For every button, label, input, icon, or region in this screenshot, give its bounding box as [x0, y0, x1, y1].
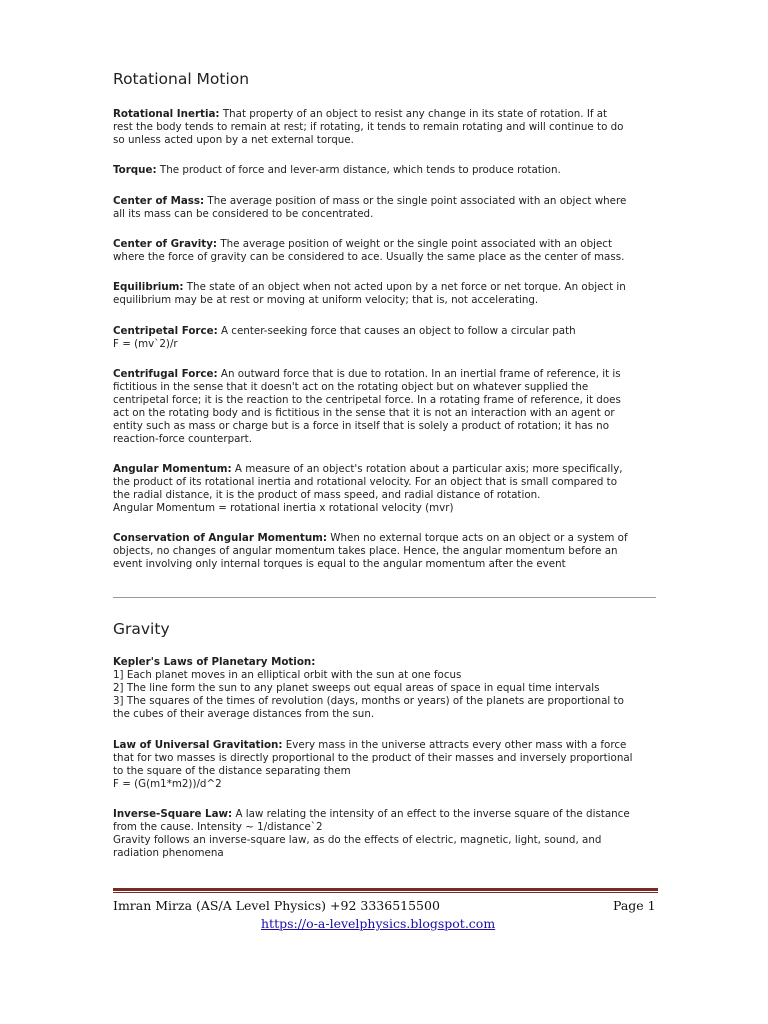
definition-line: [113, 778, 656, 791]
definition-text: event involving only internal torques is equal to the angular momentum after the event: [113, 558, 566, 570]
definition-line: [113, 338, 656, 351]
definition-line: [113, 558, 656, 571]
definition-line: [113, 739, 656, 752]
definition-rotational-0: [113, 108, 656, 147]
definition-text: to the square of the distance separating them: [113, 765, 351, 777]
definition-gravity-1: [113, 739, 656, 791]
definition-term: Inverse-Square Law:: [113, 808, 233, 820]
definition-text: the radial distance, it is the product of mass speed, and radial distance of rotation.: [113, 489, 541, 501]
definition-text: 2] The line form the sun to any planet sweeps out equal areas of space in equal time intervals: [113, 682, 600, 694]
definition-text: Every mass in the universe attracts every other mass with a force: [282, 739, 627, 751]
definition-line: [113, 121, 656, 134]
definition-line: [113, 834, 656, 847]
section-divider: [113, 597, 656, 598]
section-title-gravity: Gravity: [113, 620, 170, 638]
definition-text: The product of force and lever-arm distance, which tends to produce rotation.: [156, 164, 561, 176]
definition-line: [113, 669, 656, 682]
definition-line: [113, 463, 656, 476]
definition-term: Centrifugal Force:: [113, 368, 218, 380]
definition-rotational-8: [113, 532, 656, 571]
definition-line: [113, 407, 656, 420]
definition-rotational-2: [113, 195, 656, 221]
blog-link[interactable]: https://o-a-levelphysics.blogspot.com: [261, 916, 496, 931]
definition-text: where the force of gravity can be considered to ace. Usually the same place as the center of mass.: [113, 251, 625, 263]
definition-text: That property of an object to resist any change in its state of rotation. If at: [219, 108, 608, 120]
definition-line: [113, 821, 656, 834]
definition-line: [113, 368, 656, 381]
definition-text: act on the rotating body and is fictitious in the sense that it is not an interaction with an agent or: [113, 407, 615, 419]
definition-line: [113, 134, 656, 147]
definition-line: [113, 164, 656, 177]
definition-line: [113, 420, 656, 433]
definition-text: The average position of mass or the single point associated with an object where: [204, 195, 627, 207]
definition-rotational-3: [113, 238, 656, 264]
page-number: Page 1: [613, 898, 656, 913]
definition-line: [113, 752, 656, 765]
definition-gravity-0: [113, 656, 656, 721]
footer-rule: [113, 888, 658, 894]
definition-line: [113, 502, 656, 515]
definition-text: equilibrium may be at rest or moving at uniform velocity; that is, not accelerating.: [113, 294, 539, 306]
definition-line: [113, 489, 656, 502]
definition-term: Rotational Inertia:: [113, 108, 220, 120]
definition-text: objects, no changes of angular momentum takes place. Hence, the angular momentum before an: [113, 545, 618, 557]
definition-rotational-1: [113, 164, 656, 177]
definition-line: [113, 108, 656, 121]
definition-text: the product of its rotational inertia and rotational velocity. For an object that is small compared to: [113, 476, 618, 488]
definition-term: Conservation of Angular Momentum:: [113, 532, 327, 544]
definition-line: [113, 708, 656, 721]
definition-text: all its mass can be considered to be concentrated.: [113, 208, 374, 220]
definition-term: Law of Universal Gravitation:: [113, 739, 283, 751]
definition-term: Equilibrium:: [113, 281, 184, 293]
footer-author: Imran Mirza (AS/A Level Physics) +92 3336515500: [113, 898, 440, 913]
definition-rotational-7: [113, 463, 656, 515]
definition-text: The average position of weight or the single point associated with an object: [217, 238, 613, 250]
definition-line: [113, 325, 656, 338]
definition-line: [113, 656, 656, 669]
definition-text: A law relating the intensity of an effect to the inverse square of the distance: [232, 808, 630, 820]
definition-line: [113, 381, 656, 394]
definition-text: Angular Momentum = rotational inertia x rotational velocity (mvr): [113, 502, 454, 514]
definition-line: [113, 847, 656, 860]
definition-term: Center of Gravity:: [113, 238, 218, 250]
definition-term: Centripetal Force:: [113, 325, 218, 337]
definition-line: [113, 695, 656, 708]
definition-gravity-2: [113, 808, 656, 860]
definition-text: When no external torque acts on an object or a system of: [327, 532, 628, 544]
definition-text: 1] Each planet moves in an elliptical orbit with the sun at one focus: [113, 669, 462, 681]
section-title-rotational-motion: Rotational Motion: [113, 70, 250, 88]
definition-line: [113, 765, 656, 778]
definition-line: [113, 394, 656, 407]
definition-text: from the cause. Intensity ~ 1/distance`2: [113, 821, 323, 833]
definition-text: An outward force that is due to rotation. In an inertial frame of reference, it is: [217, 368, 621, 380]
definition-term: Angular Momentum:: [113, 463, 232, 475]
definition-line: [113, 545, 656, 558]
definition-rotational-4: [113, 281, 656, 307]
definition-line: [113, 532, 656, 545]
definition-line: [113, 251, 656, 264]
definition-text: rest the body tends to remain at rest; if rotating, it tends to remain rotating and will continue to do: [113, 121, 624, 133]
definition-text: F = (mv`2)/r: [113, 338, 178, 350]
definition-text: fictitious in the sense that it doesn't act on the rotating object but on whatever supplied the: [113, 381, 589, 393]
definition-text: the cubes of their average distances from the sun.: [113, 708, 375, 720]
definition-line: [113, 433, 656, 446]
definition-term: Center of Mass:: [113, 195, 205, 207]
definition-line: [113, 294, 656, 307]
definition-line: [113, 281, 656, 294]
definition-text: centripetal force; it is the reaction to the centripetal force. In a rotating frame of reference, it does: [113, 394, 621, 406]
definition-term: Kepler's Laws of Planetary Motion:: [113, 656, 316, 668]
definition-term: Torque:: [113, 164, 157, 176]
definition-text: so unless acted upon by a net external torque.: [113, 134, 354, 146]
definition-rotational-6: [113, 368, 656, 446]
definition-text: F = (G(m1*m2))/d^2: [113, 778, 222, 790]
definition-text: 3] The squares of the times of revolution (days, months or years) of the planets are proportional to: [113, 695, 624, 707]
definition-line: [113, 476, 656, 489]
definition-line: [113, 808, 656, 821]
definition-text: The state of an object when not acted upon by a net force or net torque. An object in: [183, 281, 626, 293]
definition-text: radiation phenomena: [113, 847, 224, 859]
definition-text: A center-seeking force that causes an object to follow a circular path: [217, 325, 576, 337]
definition-line: [113, 682, 656, 695]
definition-line: [113, 195, 656, 208]
definition-text: that for two masses is directly proportional to the product of their masses and inversely proportional: [113, 752, 633, 764]
definition-line: [113, 238, 656, 251]
definition-text: A measure of an object's rotation about a particular axis; more specifically,: [231, 463, 623, 475]
definition-line: [113, 208, 656, 221]
definition-text: entity such as mass or charge but is a force in itself that is solely a product of rotation; it has no: [113, 420, 609, 432]
definition-text: reaction-force counterpart.: [113, 433, 252, 445]
definition-text: Gravity follows an inverse-square law, as do the effects of electric, magnetic, light, sound, and: [113, 834, 602, 846]
definition-rotational-5: [113, 325, 656, 351]
